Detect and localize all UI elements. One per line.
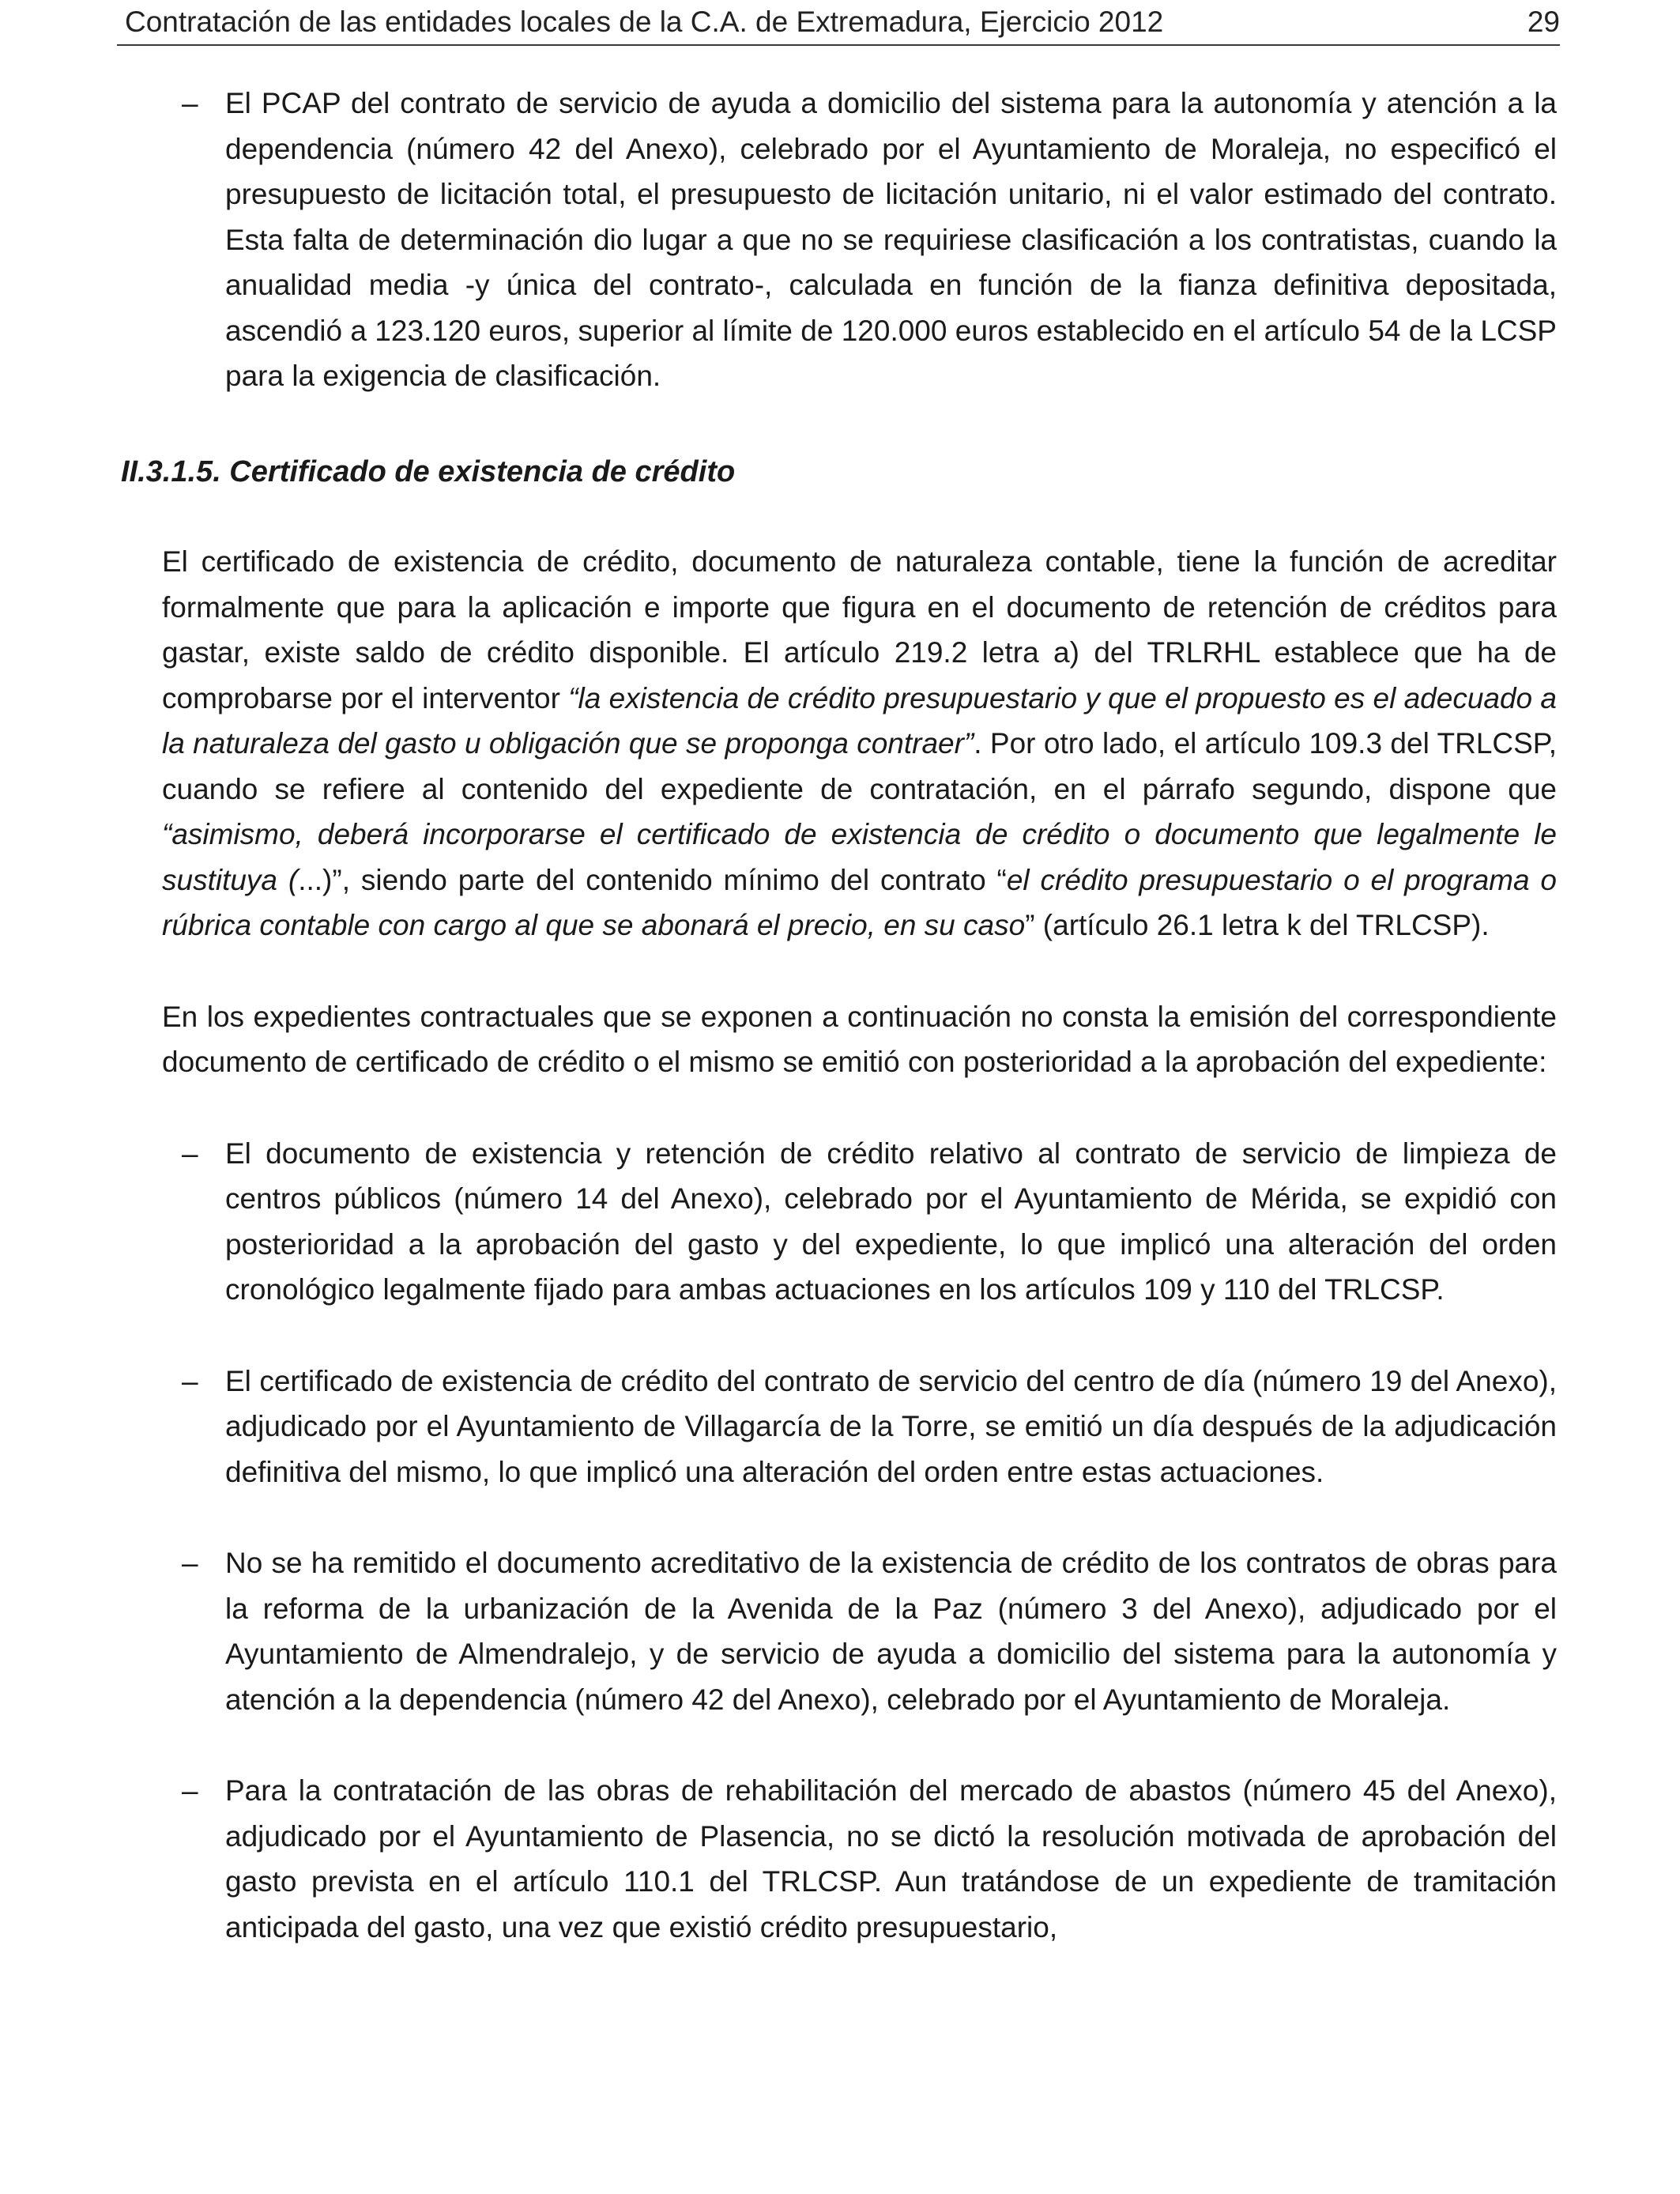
quoted-text: el crédito presupuestario o el programa o rúbrica contable con cargo al que se abonará el precio, en su caso (162, 863, 1557, 941)
list-item (162, 1131, 1557, 1313)
list-item (162, 81, 1557, 399)
paragraph-text: . Por otro lado, el artículo 109.3 del TRLCSP, cuando se refiere al contenido del expediente de contratación, en el párrafo segundo, dispone que (162, 727, 1557, 805)
list-item-text: No se ha remitido el documento acreditativo de la existencia de crédito de los contratos de obras para la reforma de la urbanización de la Avenida de la Paz (número 3 del Anexo), adjudicado por el Ayuntamiento de Almendralejo, y de servicio de ayuda a domicilio del sistema para la autonomía y atención a la dependencia (número 42 del Anexo), celebrado por el Ayuntamiento de Moraleja. (225, 1547, 1557, 1716)
paragraph-text: ...)”, siendo parte del contenido mínimo del contrato “ (298, 863, 1007, 896)
dash-marker: – (182, 1364, 198, 1397)
list-item-text: Para la contratación de las obras de rehabilitación del mercado de abastos (número 45 del Anexo), adjudicado por el Ayuntamiento de Plasencia, no se dictó la resolución motivada de aprobación del gasto prevista en el artículo 110.1 del TRLCSP. Aun tratándose de un expediente de tramitación anticipada del gasto, una vez que existió crédito presupuestario, (225, 1774, 1557, 1943)
list-item-text: El certificado de existencia de crédito del contrato de servicio del centro de día (número 19 del Anexo), adjudicado por el Ayuntamiento de Villagarcía de la Torre, se emitió un día después de la adjudicación definitiva del mismo, lo que implicó una alteración del orden entre estas actuaciones. (225, 1364, 1557, 1488)
section-heading: II.3.1.5. Certificado de existencia de crédito (121, 454, 736, 488)
list-item (162, 1359, 1557, 1495)
body-paragraph (162, 539, 1557, 948)
list-item-text: El documento de existencia y retención de crédito relativo al contrato de servicio de limpieza de centros públicos (número 14 del Anexo), celebrado por el Ayuntamiento de Mérida, se expidió con posterioridad a la aprobación del gasto y del expediente, lo que implicó una alteración del orden cronológico legalmente fijado para ambas actuaciones en los artículos 109 y 110 del TRLCSP. (225, 1137, 1557, 1306)
page-number: 29 (1527, 6, 1560, 38)
quoted-text: “la existencia de crédito presupuestario y que el propuesto es el adecuado a la naturaleza del gasto u obligación que se proponga contraer” (162, 681, 1558, 760)
header-title: Contratación de las entidades locales de la C.A. de Extremadura, Ejercicio 2012 (125, 6, 1164, 38)
dash-marker: – (182, 1137, 198, 1170)
list-item-text: El PCAP del contrato de servicio de ayuda a domicilio del sistema para la autonomía y atención a la dependencia (número 42 del Anexo), celebrado por el Ayuntamiento de Moraleja, no especificó el presupuesto de licitación total, el presupuesto de licitación unitario, ni el valor estimado del contrato. Esta falta de determinación dio lugar a que no se requiriese clasificación a los contratistas, cuando la anualidad media -y única del contrato-, calculada en función de la fianza definitiva depositada, ascendió a 123.120 euros, superior al límite de 120.000 euros establecido en el artículo 54 de la LCSP para la exigencia de clasificación. (225, 87, 1557, 392)
page-body (121, 81, 1558, 1950)
paragraph-text: El certificado de existencia de crédito, documento de naturaleza contable, tiene la función de acreditar formalmente que para la aplicación e importe que figura en el documento de retención de créditos para gastar, existe saldo de crédito disponible. El artículo 219.2 letra a) del TRLRHL establece que ha de comprobarse por el interventor (162, 545, 1557, 714)
dash-marker: – (182, 87, 198, 119)
list-item (162, 1540, 1557, 1722)
list-item (162, 1768, 1557, 1950)
body-paragraph: En los expedientes contractuales que se exponen a continuación no consta la emisión del correspondiente documento de certificado de crédito o el mismo se emitió con posterioridad a la aprobación del expediente: (162, 1000, 1557, 1078)
dash-marker: – (182, 1547, 198, 1579)
paragraph-text: ” (artículo 26.1 letra k del TRLCSP). (1025, 909, 1490, 941)
dash-marker: – (182, 1774, 198, 1807)
running-header (117, 0, 1560, 46)
quoted-text: “asimismo, deberá incorporarse el certificado de existencia de crédito o documento que legalmente le sustituya ( (162, 818, 1557, 896)
